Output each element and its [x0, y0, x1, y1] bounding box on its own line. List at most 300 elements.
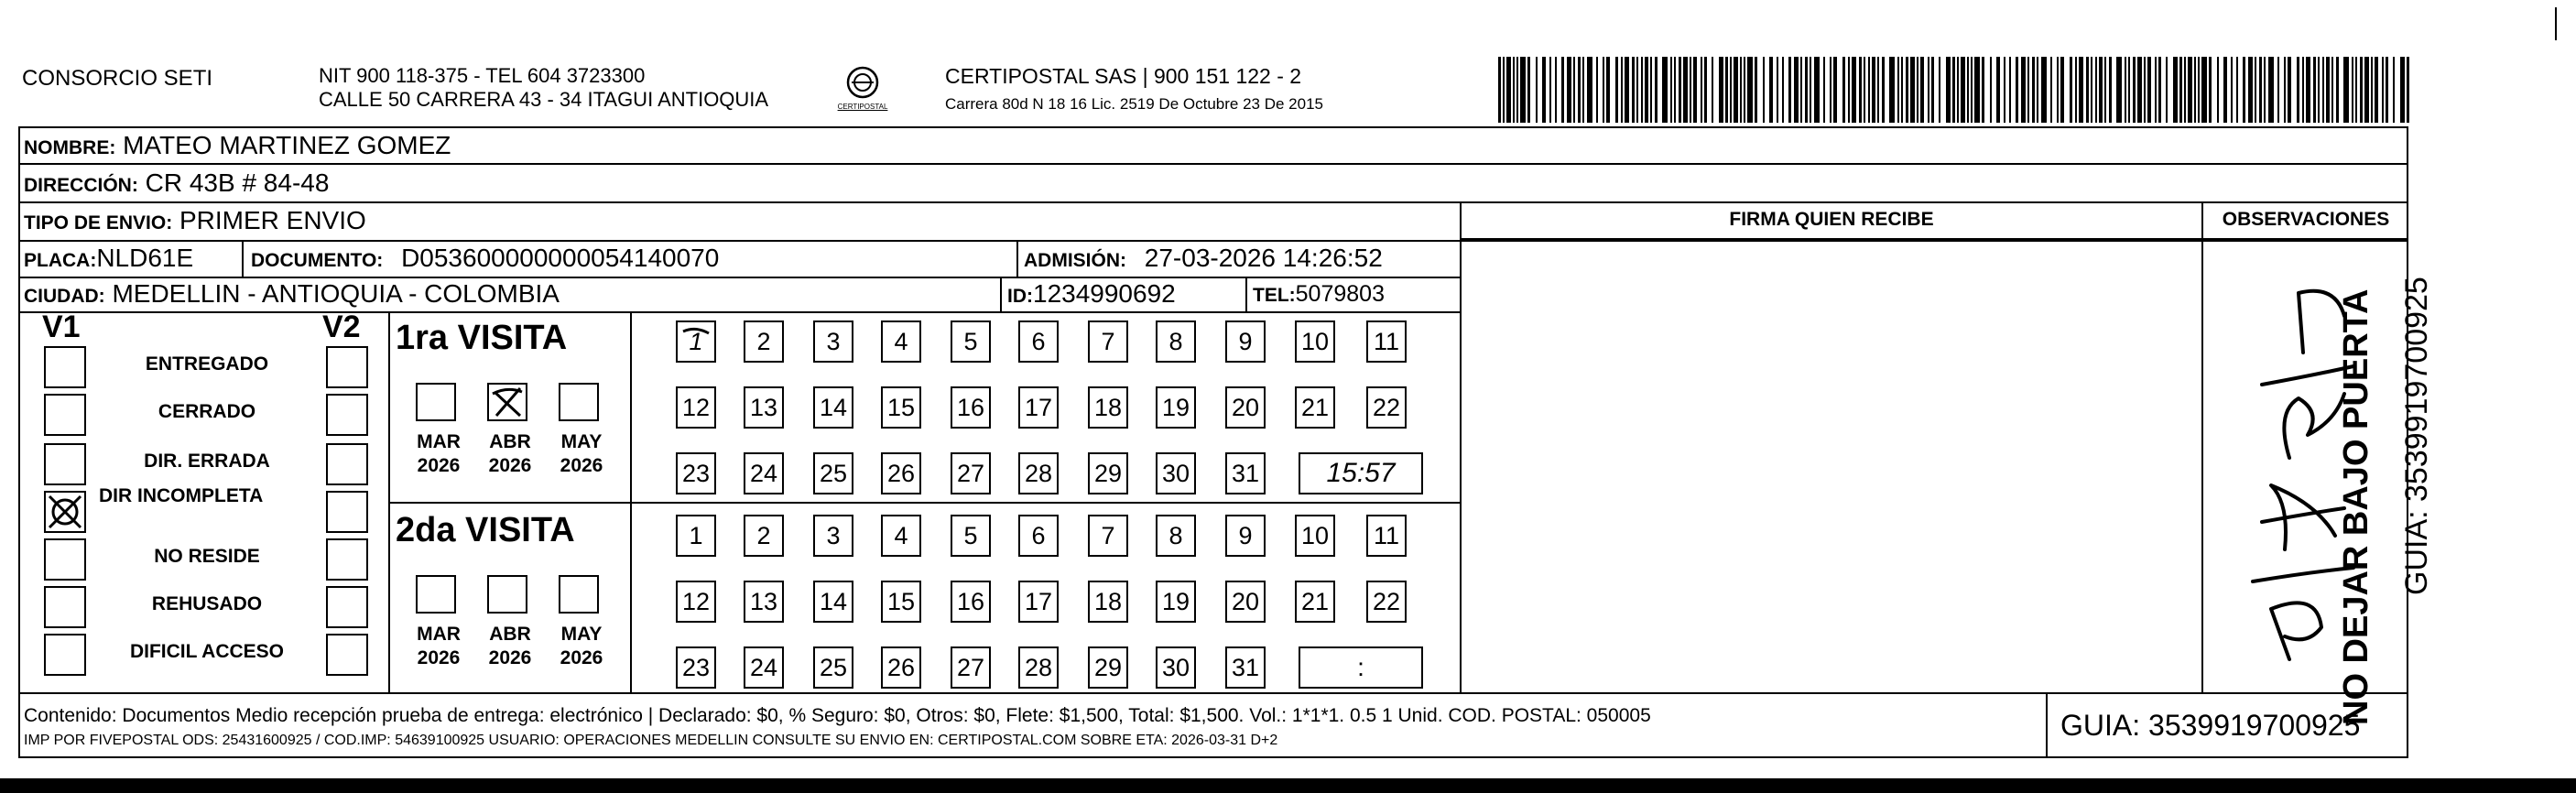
id-label: ID:: [1007, 286, 1033, 307]
v2-checkbox[interactable]: [326, 443, 368, 485]
v1-checkbox[interactable]: [44, 394, 86, 436]
barcode-bar: [1596, 57, 1598, 123]
year-label: 2026: [417, 455, 461, 476]
day-box[interactable]: [1018, 515, 1059, 557]
barcode-bar: [2277, 57, 2279, 123]
logo-caption: CERTIPOSTAL: [837, 103, 888, 111]
barcode-bar: [1725, 57, 1728, 123]
barcode-bar: [1974, 57, 1980, 123]
documento-value: D053600000000054140070: [401, 244, 720, 272]
barcode-bar: [2137, 57, 2142, 123]
barcode-bar: [2016, 57, 2018, 123]
barcode-bar: [1542, 57, 1546, 123]
day-box[interactable]: [1225, 320, 1266, 363]
row-line: [18, 201, 2408, 203]
barcode-bar: [2236, 57, 2238, 123]
certipostal-logo: [835, 62, 890, 115]
first-visit-time[interactable]: 15:57: [1299, 452, 1423, 494]
day-number: 15: [886, 393, 916, 421]
day-number: 26: [886, 459, 916, 487]
day-box[interactable]: [1088, 515, 1128, 557]
barcode-bar: [1690, 57, 1691, 123]
day-number: 24: [749, 459, 778, 487]
barcode-bar: [1549, 57, 1551, 123]
barcode-bar: [2209, 57, 2212, 123]
day-box[interactable]: [813, 581, 853, 623]
day-number: 31: [1231, 459, 1260, 487]
year-label: 2026: [488, 647, 532, 668]
barcode-bar: [2313, 57, 2316, 123]
barcode-bar: [1897, 57, 1899, 123]
day-box[interactable]: [1366, 386, 1407, 429]
barcode-bar: [1683, 57, 1688, 123]
month-label: MAR: [417, 431, 461, 452]
month-label: ABR: [489, 431, 531, 452]
barcode-bar: [1882, 57, 1885, 123]
day-number: 14: [819, 587, 848, 615]
day-box[interactable]: [1366, 581, 1407, 623]
barcode-bar: [2198, 57, 2200, 123]
day-box[interactable]: [813, 646, 853, 689]
day-number: 26: [886, 653, 916, 681]
v2-checkbox[interactable]: [326, 394, 368, 436]
month-checkbox[interactable]: [416, 383, 456, 421]
day-box[interactable]: [1156, 320, 1196, 363]
day-number: 12: [681, 393, 711, 421]
day-box[interactable]: [1088, 320, 1128, 363]
admision-field: [1024, 242, 1383, 277]
barcode-bar: [2125, 57, 2126, 123]
day-box[interactable]: [1156, 386, 1196, 429]
barcode-bar: [2158, 57, 2161, 123]
day-box[interactable]: [1295, 581, 1335, 623]
barcode-bar: [2091, 57, 2092, 123]
day-box[interactable]: [676, 515, 716, 557]
v1-checkbox[interactable]: [44, 491, 86, 533]
barcode-bar: [1578, 57, 1581, 123]
nombre-label: NOMBRE:: [24, 137, 116, 158]
day-box[interactable]: [1225, 452, 1266, 494]
status-label: DIR INCOMPLETA: [99, 485, 264, 506]
second-visit-time[interactable]: :: [1299, 646, 1423, 689]
barcode-bar: [1561, 57, 1564, 123]
barcode-bar: [2128, 57, 2130, 123]
day-box[interactable]: [1225, 646, 1266, 689]
day-box[interactable]: [951, 646, 991, 689]
barcode-bar: [1573, 57, 1575, 123]
day-number: 23: [681, 459, 711, 487]
barcode-bar: [1606, 57, 1610, 123]
license-line: Carrera 80d N 18 16 Lic. 2519 De Octubre 23 De 2015: [945, 95, 1323, 113]
day-number: 19: [1161, 587, 1190, 615]
bottom-edge-bar: [0, 778, 2576, 793]
barcode-bar: [2217, 57, 2219, 123]
barcode-bar: [2109, 57, 2112, 123]
ciudad-field: [24, 277, 560, 313]
barcode-bar: [1744, 57, 1745, 123]
day-box[interactable]: [1088, 646, 1128, 689]
day-box[interactable]: [881, 452, 921, 494]
barcode-bar: [1967, 57, 1969, 123]
barcode-bar: [2104, 57, 2106, 123]
barcode-bar: [1712, 57, 1713, 123]
barcode-bar: [1957, 57, 1959, 123]
day-number: 21: [1300, 393, 1330, 421]
barcode-bar: [2086, 57, 2089, 123]
barcode-bar: [2264, 57, 2266, 123]
day-box[interactable]: [744, 581, 784, 623]
day-number: 20: [1231, 587, 1260, 615]
day-number: 28: [1024, 653, 1053, 681]
barcode-bar: [1982, 57, 1984, 123]
handwritten-mark-icon: [679, 324, 712, 357]
barcode-bar: [1636, 57, 1638, 123]
barcode-bar: [1641, 57, 1643, 123]
day-number: 6: [1031, 327, 1046, 355]
day-box[interactable]: [1156, 646, 1196, 689]
day-number: 2: [756, 327, 771, 355]
barcode-bar: [1740, 57, 1742, 123]
barcode-bar: [2099, 57, 2103, 123]
v2-checkbox[interactable]: [326, 491, 368, 533]
v2-checkbox[interactable]: [326, 346, 368, 388]
day-box[interactable]: [1088, 581, 1128, 623]
barcode-bar: [2326, 57, 2330, 123]
x-mark-icon: [489, 385, 526, 419]
day-box[interactable]: [744, 646, 784, 689]
status-label: CERRADO: [158, 401, 256, 422]
barcode-bar: [1621, 57, 1623, 123]
day-number: 21: [1300, 587, 1330, 615]
v2-label: V2: [322, 310, 361, 344]
barcode-bar: [2032, 57, 2035, 123]
day-box[interactable]: [881, 581, 921, 623]
barcode-bar: [2166, 57, 2168, 123]
day-number: 3: [826, 521, 841, 549]
month-checkbox[interactable]: [559, 575, 599, 614]
barcode-bar: [1755, 57, 1757, 123]
barcode-bar: [2057, 57, 2059, 123]
day-number: 27: [956, 653, 985, 681]
day-box[interactable]: [1156, 581, 1196, 623]
barcode-bar: [1859, 57, 1862, 123]
day-box[interactable]: [1366, 320, 1407, 363]
day-box[interactable]: [1088, 452, 1128, 494]
barcode-bar: [1794, 57, 1799, 123]
contenido-line: Contenido: Documentos Medio recepción prueba de entrega: electrónico | Declarado: $0, % Seguro: $0, Otros: $0, Flete: $1,500, Total: $1,500. Vol.: 1*1*1. 0.5 1 Unid. COD. POSTAL: 050005: [24, 705, 1651, 726]
tipo-label: TIPO DE ENVIO:: [24, 212, 173, 234]
col-line: [2046, 692, 2048, 758]
month-label: MAY: [560, 431, 603, 452]
day-box[interactable]: [1295, 386, 1335, 429]
month-label: ABR: [489, 624, 531, 645]
day-box[interactable]: [951, 452, 991, 494]
barcode-bar: [2331, 57, 2333, 123]
day-box[interactable]: [1018, 646, 1059, 689]
barcode-bar: [1679, 57, 1681, 123]
day-number: 7: [1101, 521, 1115, 549]
barcode-bar: [2268, 57, 2274, 123]
day-number: 16: [956, 587, 985, 615]
admision-label: ADMISIÓN:: [1024, 250, 1126, 271]
v1-checkbox[interactable]: [44, 346, 86, 388]
barcode-bar: [1536, 57, 1538, 123]
day-box[interactable]: [1018, 320, 1059, 363]
direccion-label: DIRECCIÓN:: [24, 175, 138, 196]
barcode-bar: [1632, 57, 1635, 123]
barcode-bar: [1603, 57, 1604, 123]
address-line: CALLE 50 CARRERA 43 - 34 ITAGUI ANTIOQUIA: [319, 88, 769, 111]
second-visit-title: 2da VISITA: [396, 511, 575, 549]
v2-checkbox[interactable]: [326, 586, 368, 628]
barcode-bar: [2201, 57, 2207, 123]
day-number: 9: [1238, 327, 1253, 355]
day-box[interactable]: [1225, 515, 1266, 557]
barcode-bar: [1662, 57, 1668, 123]
day-box[interactable]: [881, 386, 921, 429]
barcode-bar: [1830, 57, 1831, 123]
day-box[interactable]: [1018, 452, 1059, 494]
day-box[interactable]: [813, 386, 853, 429]
day-box[interactable]: [951, 515, 991, 557]
barcode-bar: [1730, 57, 1732, 123]
barcode-bar: [2060, 57, 2064, 123]
barcode-bar: [1889, 57, 1895, 123]
barcode-bar: [2075, 57, 2077, 123]
day-box[interactable]: [1225, 581, 1266, 623]
barcode-bar: [2009, 57, 2011, 123]
day-box[interactable]: [744, 452, 784, 494]
day-box[interactable]: [881, 515, 921, 557]
day-box[interactable]: [951, 581, 991, 623]
company-name: CONSORCIO SETI: [22, 66, 213, 91]
day-box[interactable]: [951, 320, 991, 363]
day-box[interactable]: [744, 386, 784, 429]
barcode-bar: [1615, 57, 1618, 123]
day-box[interactable]: [951, 386, 991, 429]
day-number: 29: [1093, 653, 1123, 681]
day-box[interactable]: [813, 452, 853, 494]
day-number: 18: [1093, 393, 1123, 421]
day-number: 11: [1373, 327, 1400, 355]
barcode-bar: [1971, 57, 1973, 123]
month-checkbox[interactable]: [487, 383, 527, 421]
day-box[interactable]: [813, 320, 853, 363]
barcode-bar: [2188, 57, 2192, 123]
barcode-bar: [1906, 57, 1908, 123]
barcode-bar: [2184, 57, 2186, 123]
day-box[interactable]: [744, 515, 784, 557]
tipo-envio-field: [24, 204, 366, 240]
v1-checkbox[interactable]: [44, 538, 86, 581]
barcode-bar: [1990, 57, 1992, 123]
barcode-bar: [1928, 57, 1929, 123]
v1-checkbox[interactable]: [44, 586, 86, 628]
no-dejar-warning: NO DEJAR BAJO PUERTA: [2337, 288, 2375, 725]
v2-checkbox[interactable]: [326, 538, 368, 581]
barcode-bar: [2322, 57, 2324, 123]
barcode-bar: [1917, 57, 1918, 123]
barcode-bar: [2259, 57, 2262, 123]
year-label: 2026: [488, 455, 532, 476]
day-box[interactable]: [676, 581, 716, 623]
footer-guia: GUIA: 3539919700925: [2060, 709, 2361, 742]
day-number: 5: [963, 521, 978, 549]
barcode-bar: [1868, 57, 1870, 123]
day-box[interactable]: [1156, 452, 1196, 494]
day-number: 17: [1024, 393, 1053, 421]
barcode-bar: [2079, 57, 2083, 123]
v2-checkbox[interactable]: [326, 634, 368, 676]
direccion-value: CR 43B # 84-48: [145, 168, 330, 197]
barcode-bar: [1587, 57, 1592, 123]
side-guia: GUIA: 3539919700925: [2399, 277, 2434, 595]
barcode-bar: [2243, 57, 2245, 123]
day-box[interactable]: [1295, 515, 1335, 557]
barcode-bar: [1823, 57, 1825, 123]
admision-value: 27-03-2026 14:26:52: [1144, 244, 1383, 272]
day-number: 4: [894, 521, 908, 549]
direccion-field: [24, 167, 329, 202]
barcode-bar: [1645, 57, 1648, 123]
barcode-bar: [2155, 57, 2157, 123]
barcode-bar: [2050, 57, 2052, 123]
tel-label: TEL:: [1253, 285, 1296, 306]
imp-line: IMP POR FIVEPOSTAL ODS: 25431600925 / COD.IMP: 54639100925 USUARIO: OPERACIONES MEDELLIN CONSULTE SU ENVIO EN: CERTIPOSTAL.COM SOBRE ETA: 2026-03-31 D+2: [24, 733, 1278, 748]
day-number: 24: [749, 653, 778, 681]
barcode-bar: [1961, 57, 1965, 123]
barcode-bar: [2133, 57, 2136, 123]
barcode-bar: [2037, 57, 2038, 123]
month-checkbox[interactable]: [416, 575, 456, 614]
nombre-value: MATEO MARTINEZ GOMEZ: [123, 131, 451, 159]
day-box[interactable]: [1018, 386, 1059, 429]
tel-value: 5079803: [1295, 281, 1385, 307]
col-line: [2201, 201, 2203, 692]
day-number: 10: [1300, 521, 1330, 549]
barcode-bar: [1877, 57, 1879, 123]
barcode-bar: [2400, 57, 2405, 123]
status-label: ENTREGADO: [145, 353, 269, 375]
day-box[interactable]: [676, 646, 716, 689]
observaciones-header: OBSERVACIONES: [2222, 209, 2390, 230]
visit-divider: [388, 502, 1460, 504]
day-box[interactable]: [676, 320, 716, 363]
first-visit-title: 1ra VISITA: [396, 319, 568, 357]
x-mark-icon: [46, 493, 84, 531]
day-number: 25: [819, 653, 848, 681]
tipo-value: PRIMER ENVIO: [179, 206, 366, 234]
barcode-bar: [2173, 57, 2178, 123]
day-number: 12: [681, 587, 711, 615]
day-box[interactable]: [1018, 581, 1059, 623]
placa-value: NLD61E: [96, 244, 194, 272]
barcode-bar: [1852, 57, 1856, 123]
day-box[interactable]: [744, 320, 784, 363]
day-number: 8: [1168, 521, 1183, 549]
day-number: 31: [1231, 653, 1260, 681]
barcode-bar: [2021, 57, 2026, 123]
barcode-bar: [2364, 57, 2369, 123]
documento-field: [251, 242, 719, 277]
barcode-bar: [1506, 57, 1511, 123]
col-line: [242, 240, 244, 277]
day-number: 11: [1373, 521, 1400, 549]
day-box[interactable]: [676, 452, 716, 494]
barcode-bar: [2027, 57, 2029, 123]
day-number: 17: [1024, 587, 1053, 615]
barcode-bar: [2360, 57, 2363, 123]
day-box[interactable]: [1225, 386, 1266, 429]
barcode-bar: [2318, 57, 2320, 123]
barcode-bar: [2248, 57, 2253, 123]
day-box[interactable]: [1295, 320, 1335, 363]
day-box[interactable]: [1156, 515, 1196, 557]
barcode-bar: [2343, 57, 2349, 123]
day-box[interactable]: [676, 386, 716, 429]
barcode-bar: [1747, 57, 1753, 123]
year-label: 2026: [560, 647, 603, 668]
barcode-bar: [2302, 57, 2304, 123]
day-number: 18: [1093, 587, 1123, 615]
day-box[interactable]: [881, 646, 921, 689]
day-number: 10: [1300, 327, 1330, 355]
barcode-bar: [1931, 57, 1934, 123]
day-box[interactable]: [1088, 386, 1128, 429]
barcode-bar: [1842, 57, 1845, 123]
barcode-bar: [2144, 57, 2146, 123]
day-box[interactable]: [813, 515, 853, 557]
day-number: 22: [1372, 587, 1401, 615]
barcode-bar: [1864, 57, 1865, 123]
certipostal-line: CERTIPOSTAL SAS | 900 151 122 - 2: [945, 64, 1302, 88]
day-number: 2: [756, 521, 771, 549]
barcode-bar: [1910, 57, 1915, 123]
month-label: MAY: [560, 624, 603, 645]
col-line: [1000, 277, 1002, 311]
id-value: 1234990692: [1033, 279, 1176, 308]
day-number: 30: [1161, 653, 1190, 681]
barcode-bar: [1650, 57, 1652, 123]
barcode-bar: [1769, 57, 1773, 123]
day-box[interactable]: [1366, 515, 1407, 557]
ciudad-label: CIUDAD:: [24, 286, 105, 307]
v1-checkbox[interactable]: [44, 443, 86, 485]
day-number: 13: [749, 587, 778, 615]
firma-header: FIRMA QUIEN RECIBE: [1729, 209, 1934, 230]
month-checkbox[interactable]: [559, 383, 599, 421]
barcode-bar: [2231, 57, 2233, 123]
barcode: [1498, 57, 2414, 123]
barcode-bar: [2355, 57, 2357, 123]
day-box[interactable]: [881, 320, 921, 363]
v1-checkbox[interactable]: [44, 634, 86, 676]
barcode-bar: [2371, 57, 2373, 123]
barcode-bar: [1693, 57, 1697, 123]
day-number: 16: [956, 393, 985, 421]
barcode-bar: [1555, 57, 1557, 123]
day-number: 27: [956, 459, 985, 487]
barcode-bar: [1625, 57, 1629, 123]
month-label: MAR: [417, 624, 461, 645]
status-label: DIFICIL ACCESO: [129, 641, 284, 662]
day-number: 25: [819, 459, 848, 487]
month-checkbox[interactable]: [487, 575, 527, 614]
barcode-bar: [1939, 57, 1940, 123]
year-label: 2026: [560, 455, 603, 476]
barcode-bar: [2382, 57, 2384, 123]
nombre-field: [24, 129, 451, 165]
